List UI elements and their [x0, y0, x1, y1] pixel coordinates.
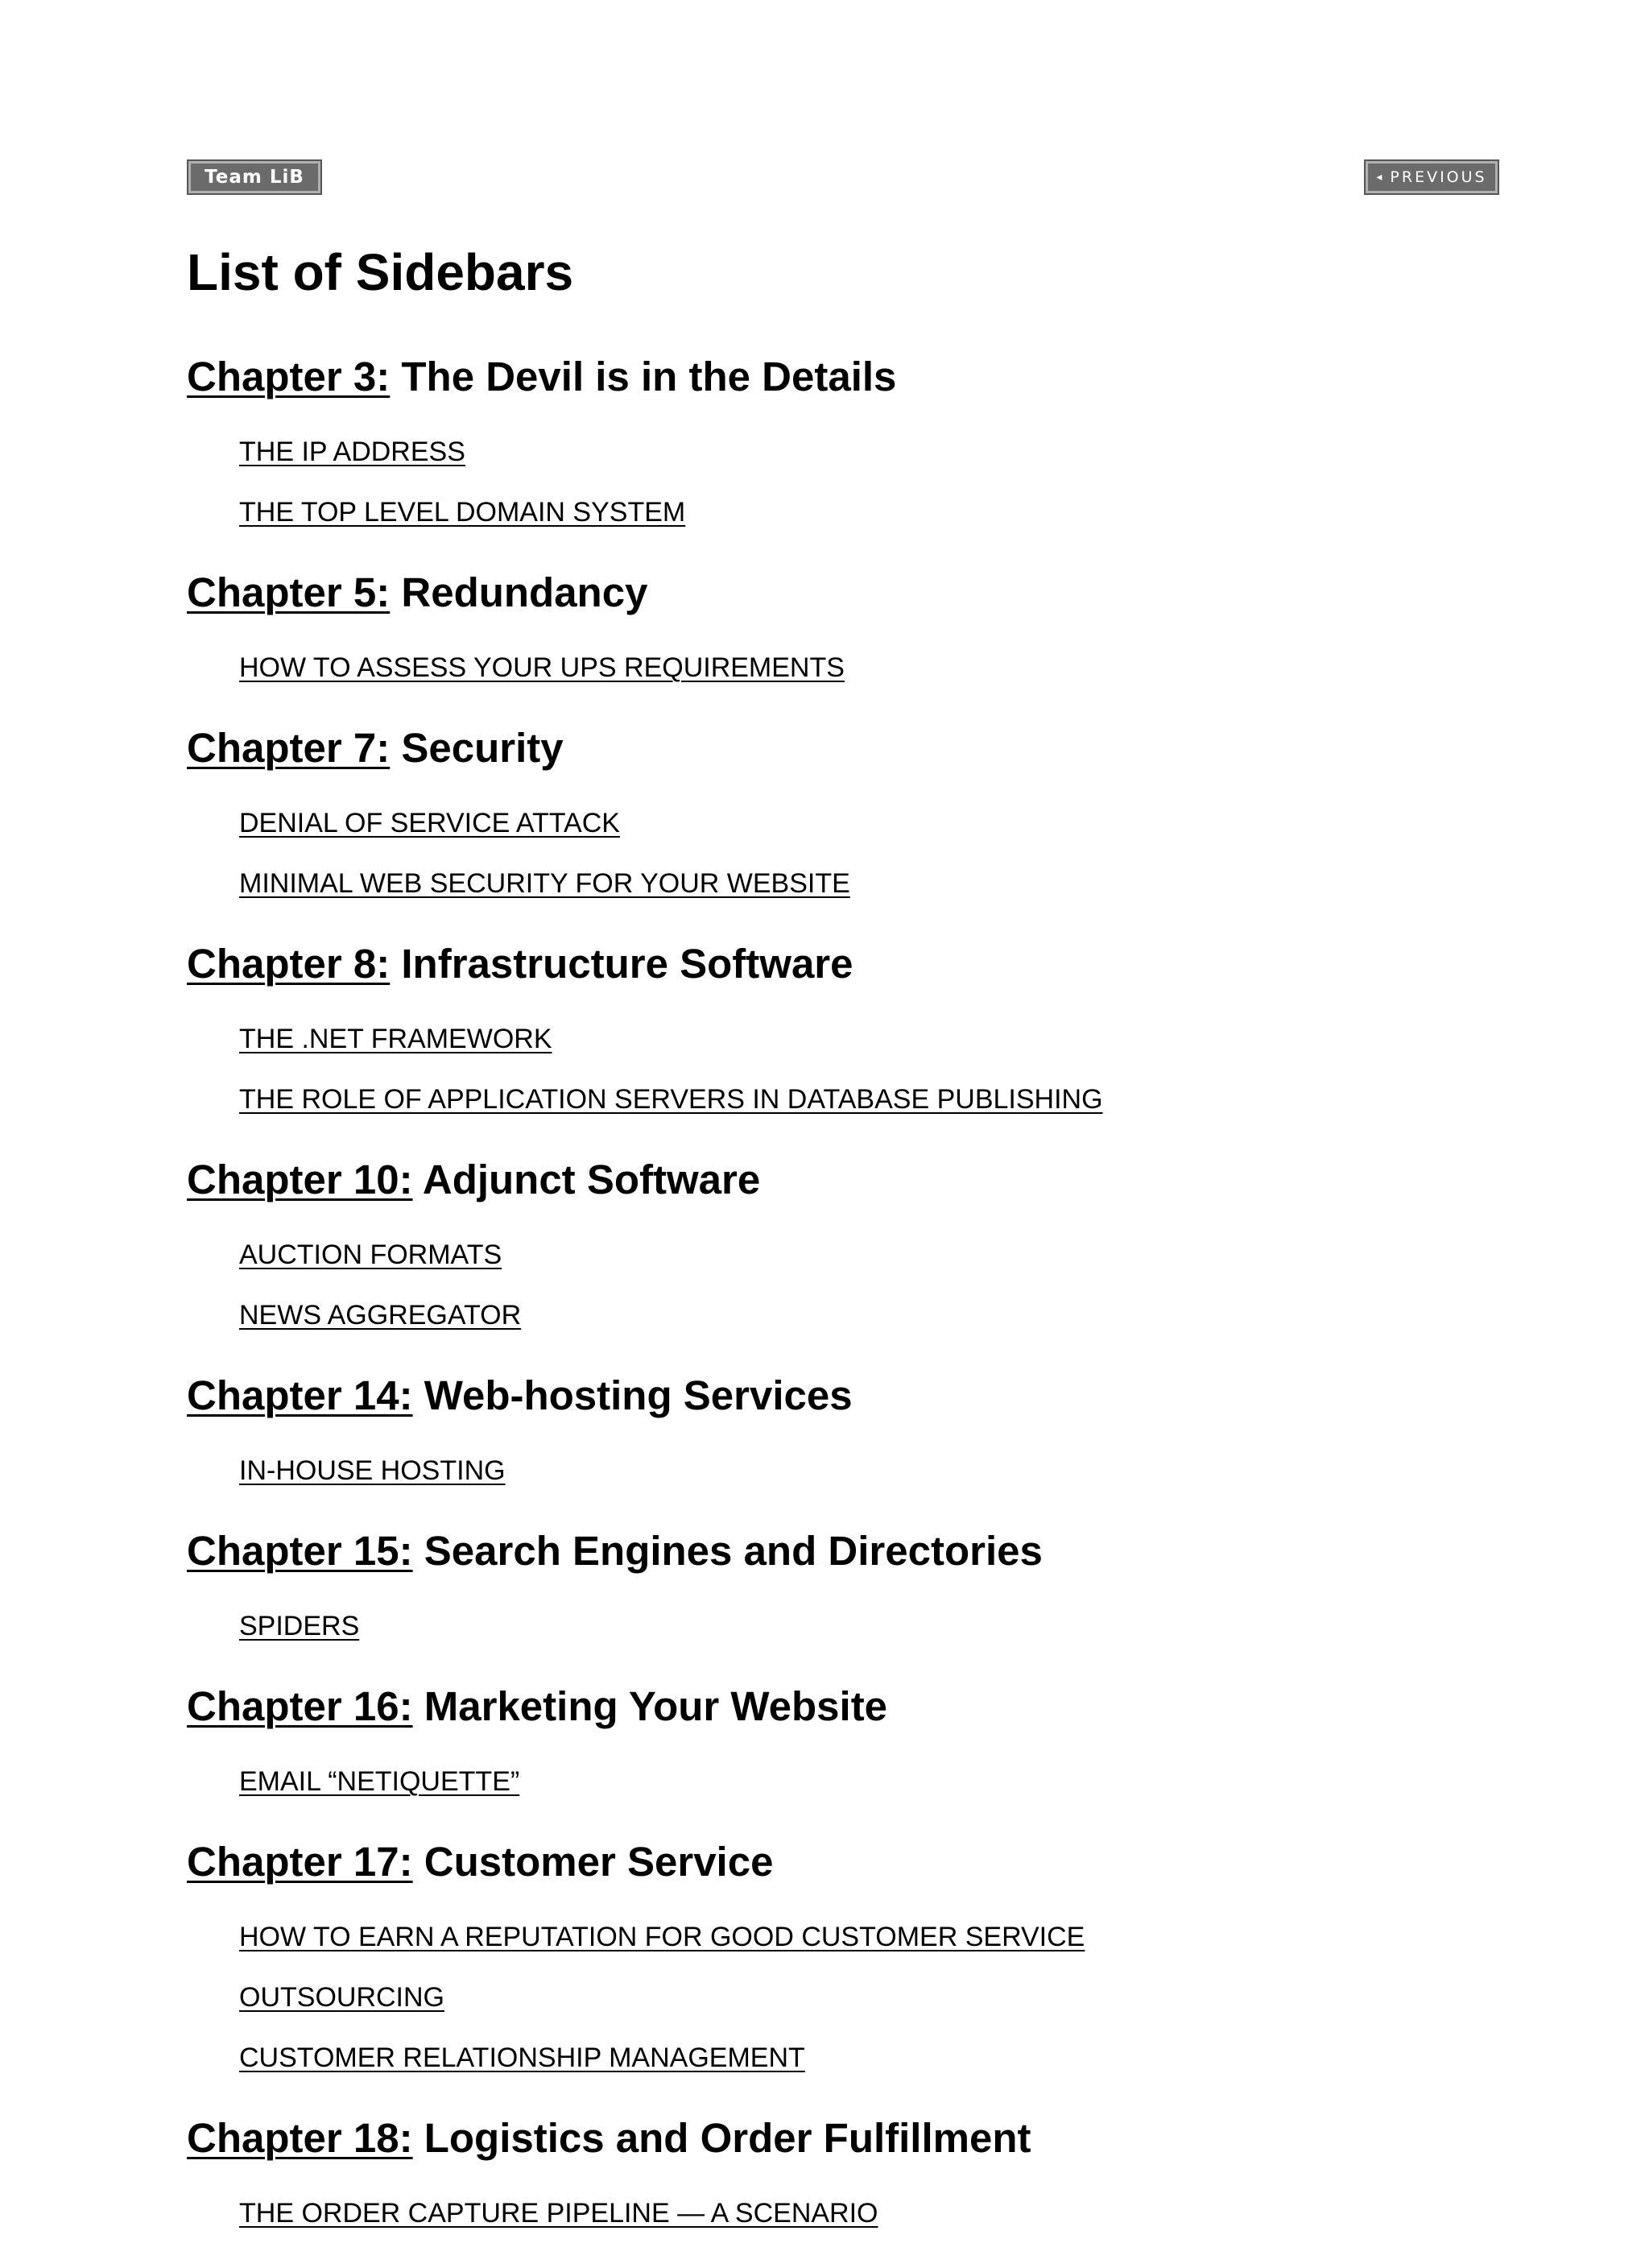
chapter-heading	[187, 1683, 888, 1729]
sidebar-link[interactable]: THE .NET FRAMEWORK	[239, 1024, 552, 1054]
sidebar-link[interactable]: IN-HOUSE HOSTING	[239, 1455, 506, 1486]
chapter-title: Infrastructure Software	[401, 941, 853, 987]
chapter-link[interactable]: Chapter 15:	[187, 1528, 413, 1574]
sidebar-link[interactable]: HOW TO ASSESS YOUR UPS REQUIREMENTS	[239, 652, 845, 683]
chapter-heading	[187, 1372, 853, 1418]
previous-arrow-icon: ◂	[1376, 171, 1382, 184]
chapter-heading	[187, 569, 648, 615]
chapter-link[interactable]: Chapter 17:	[187, 1839, 413, 1885]
sidebar-link[interactable]: EMAIL “NETIQUETTE”	[239, 1766, 520, 1797]
sidebar-link[interactable]: THE ROLE OF APPLICATION SERVERS IN DATABASE PUBLISHING	[239, 1084, 1103, 1115]
chapter-title: Customer Service	[424, 1839, 774, 1885]
chapter-heading	[187, 1159, 760, 1200]
chapter-heading	[187, 356, 896, 397]
chapter-link[interactable]: Chapter 8:	[187, 941, 391, 987]
chapter-link[interactable]: Chapter 16:	[187, 1683, 413, 1729]
chapter-heading	[187, 941, 853, 987]
sidebar-link[interactable]: NEWS AGGREGATOR	[239, 1300, 522, 1331]
chapter-title: Redundancy	[401, 569, 648, 615]
sidebar-link[interactable]: DENIAL OF SERVICE ATTACK	[239, 808, 620, 838]
chapter-title: Marketing Your Website	[424, 1683, 888, 1729]
chapter-heading	[187, 1839, 774, 1885]
chapter-heading	[187, 2115, 1031, 2161]
sidebar-link[interactable]: CUSTOMER RELATIONSHIP MANAGEMENT	[239, 2042, 805, 2073]
chapter-heading	[187, 1528, 1043, 1574]
sidebar-link[interactable]: SPIDERS	[239, 1611, 360, 1641]
page-title: List of Sidebars	[187, 243, 574, 301]
previous-button[interactable]	[1366, 161, 1498, 193]
sidebar-link[interactable]: THE TOP LEVEL DOMAIN SYSTEM	[239, 497, 686, 528]
chapter-link[interactable]: Chapter 10:	[187, 1157, 413, 1202]
team-lib-label: Team LiB	[205, 167, 304, 188]
chapter-title: Adjunct Software	[422, 1157, 761, 1202]
chapter-link[interactable]: Chapter 14:	[187, 1372, 413, 1418]
chapter-heading	[187, 725, 564, 771]
chapter-title: Web-hosting Services	[424, 1372, 853, 1418]
chapter-title: The Devil is in the Details	[401, 354, 897, 399]
team-lib-button[interactable]	[188, 161, 320, 193]
chapter-title: Logistics and Order Fulfillment	[424, 2115, 1031, 2161]
sidebar-link[interactable]: AUCTION FORMATS	[239, 1240, 502, 1270]
chapter-link[interactable]: Chapter 7:	[187, 725, 391, 771]
chapter-title: Security	[401, 725, 564, 771]
chapter-link[interactable]: Chapter 3:	[187, 354, 391, 399]
chapter-title: Search Engines and Directories	[424, 1528, 1043, 1574]
previous-label: PREVIOUS	[1390, 168, 1487, 186]
sidebar-link[interactable]: THE ORDER CAPTURE PIPELINE — A SCENARIO	[239, 2198, 878, 2229]
sidebar-link[interactable]: OUTSOURCING	[239, 1982, 444, 2013]
sidebar-link[interactable]: THE IP ADDRESS	[239, 437, 465, 467]
chapter-link[interactable]: Chapter 5:	[187, 569, 391, 615]
sidebar-link[interactable]: HOW TO EARN A REPUTATION FOR GOOD CUSTOMER SERVICE	[239, 1922, 1085, 1952]
sidebar-link[interactable]: MINIMAL WEB SECURITY FOR YOUR WEBSITE	[239, 868, 850, 899]
chapter-link[interactable]: Chapter 18:	[187, 2115, 413, 2161]
